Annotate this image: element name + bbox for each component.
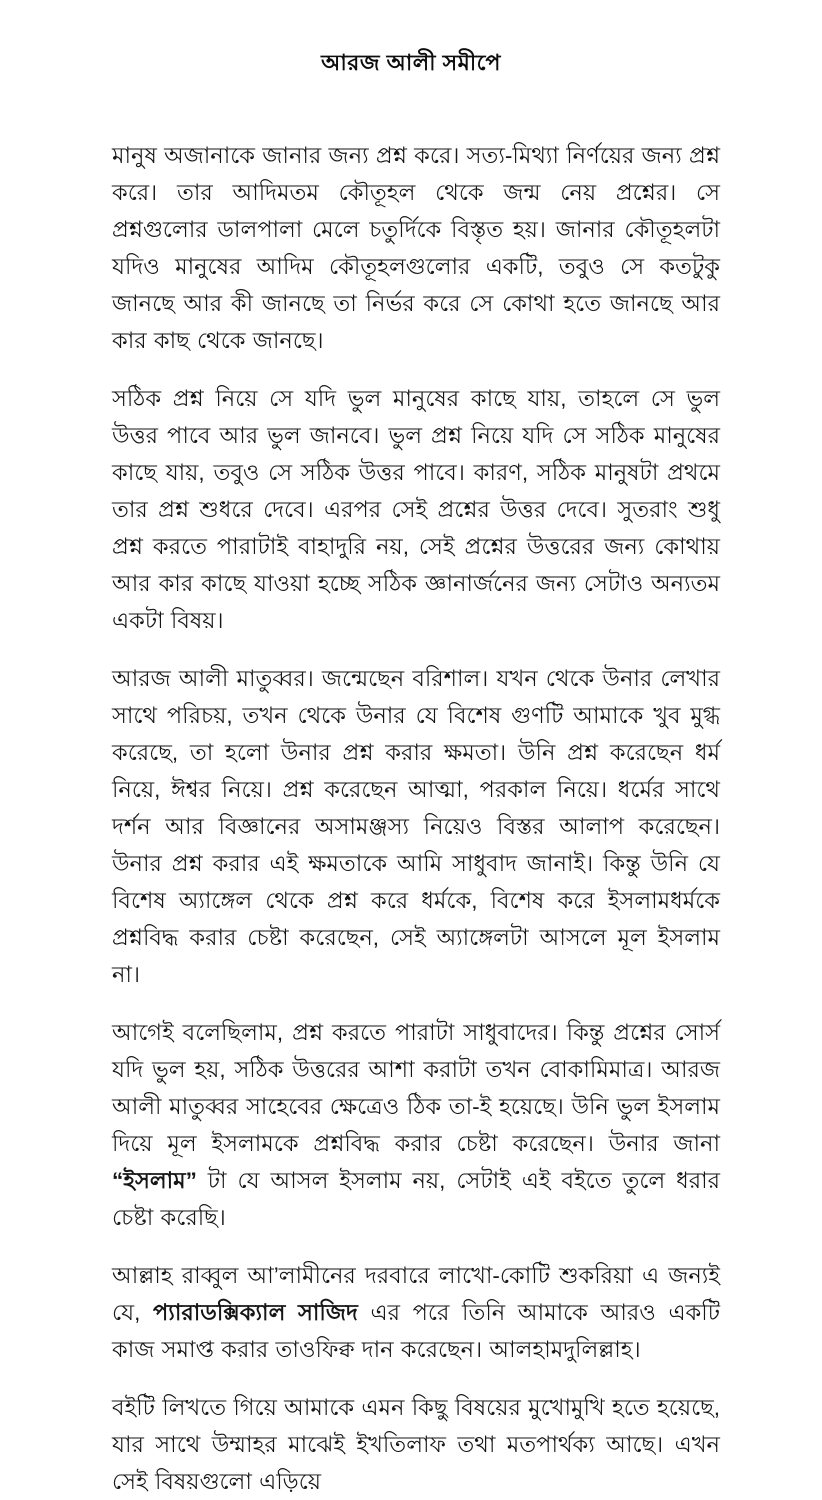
paragraph: [112, 1389, 720, 1500]
body-text: [112, 137, 720, 1500]
text-segment: এর পরে তিনি আমাকে আরও একটি কাজ সমাপ্ত করার তাওফিক্ব দান করেছেন। আলহামদুলিল্লাহ।: [112, 1300, 720, 1362]
text-segment: বইটি লিখতে গিয়ে আমাকে এমন কিছু বিষয়ের মুখোমুখি হতে হয়েছে, যার সাথে উম্মাহর মাঝেই ইখতিলাফ তথা মতপার্থক্য আছে। এখন সেই বিষয়গুলো এড়িয়ে: [112, 1395, 720, 1494]
paragraph: [112, 660, 720, 993]
paragraph: [112, 1014, 720, 1236]
paragraph: [112, 1257, 720, 1368]
text-segment: সঠিক প্রশ্ন নিয়ে সে যদি ভুল মানুষের কাছে যায়, তাহলে সে ভুল উত্তর পাবে আর ভুল জানবে। ভুল প্রশ্ন নিয়ে যদি সে সঠিক মানুষের কাছে যায়, তবুও সে সঠিক উত্তর পাবে। কারণ, সঠিক মানুষটা প্রথমে তার প্রশ্ন শুধরে দেবে। এরপর সেই প্রশ্নের উত্তর দেবে। সুতরাং শুধু প্রশ্ন করতে পারাটাই বাহাদুরি নয়, সেই প্রশ্নের উত্তরের জন্য কোথায় আর কার কাছে যাওয়া হচ্ছে সঠিক জ্ঞানার্জনের জন্য সেটাও অন্যতম একটা বিষয়।: [112, 386, 720, 633]
text-segment: আল্লাহ রাব্বুল আ’লামীনের দরবারে লাখো-কোটি শুকরিয়া এ জন্যই যে,: [112, 1263, 720, 1325]
paragraph: [112, 380, 720, 639]
page-header: [0, 0, 822, 83]
text-segment-bold: “ইসলাম”: [112, 1168, 197, 1193]
page-title: আরজ আলী সমীপে: [321, 50, 501, 75]
text-segment: আগেই বলেছিলাম, প্রশ্ন করতে পারাটা সাধুবাদের। কিন্তু প্রশ্নের সোর্স যদি ভুল হয়, সঠিক উত্তরের আশা করাটা তখন বোকামিমাত্র। আরজ আলী মাতুব্বর সাহেবের ক্ষেত্রেও ঠিক তা-ই হয়েছে। উনি ভুল ইসলাম দিয়ে মূল ইসলামকে প্রশ্নবিদ্ধ করার চেষ্টা করেছেন। উনার জানা: [112, 1020, 720, 1156]
text-segment: টা যে আসল ইসলাম নয়, সেটাই এই বইতে তুলে ধরার চেষ্টা করেছি।: [112, 1168, 720, 1230]
paragraph: [112, 137, 720, 359]
text-segment: আরজ আলী মাতুব্বর। জন্মেছেন বরিশাল। যখন থেকে উনার লেখার সাথে পরিচয়, তখন থেকে উনার যে বিশেষ গুণটি আমাকে খুব মুগ্ধ করেছে, তা হলো উনার প্রশ্ন করার ক্ষমতা। উনি প্রশ্ন করেছেন ধর্ম নিয়ে, ঈশ্বর নিয়ে। প্রশ্ন করেছেন আত্মা, পরকাল নিয়ে। ধর্মের সাথে দর্শন আর বিজ্ঞানের অসামঞ্জস্য নিয়েও বিস্তর আলাপ করেছেন। উনার প্রশ্ন করার এই ক্ষমতাকে আমি সাধুবাদ জানাই। কিন্তু উনি যে বিশেষ অ্যাঙ্গেল থেকে প্রশ্ন করে ধর্মকে, বিশেষ করে ইসলামধর্মকে প্রশ্নবিদ্ধ করার চেষ্টা করেছেন, সেই অ্যাঙ্গেলটা আসলে মূল ইসলাম না।: [112, 666, 720, 987]
text-segment-bold: প্যারাডক্সিক্যাল সাজিদ: [153, 1300, 358, 1325]
text-segment: মানুষ অজানাকে জানার জন্য প্রশ্ন করে। সত্য-মিথ্যা নির্ণয়ের জন্য প্রশ্ন করে। তার আদিমতম কৌতূহল থেকে জন্ম নেয় প্রশ্নের। সে প্রশ্নগুলোর ডালপালা মেলে চতুর্দিকে বিস্তৃত হয়। জানার কৌতূহলটা যদিও মানুষের আদিম কৌতূহলগুলোর একটি, তবুও সে কতটুকু জানছে আর কী জানছে তা নির্ভর করে সে কোথা হতে জানছে আর কার কাছ থেকে জানছে।: [112, 143, 720, 353]
